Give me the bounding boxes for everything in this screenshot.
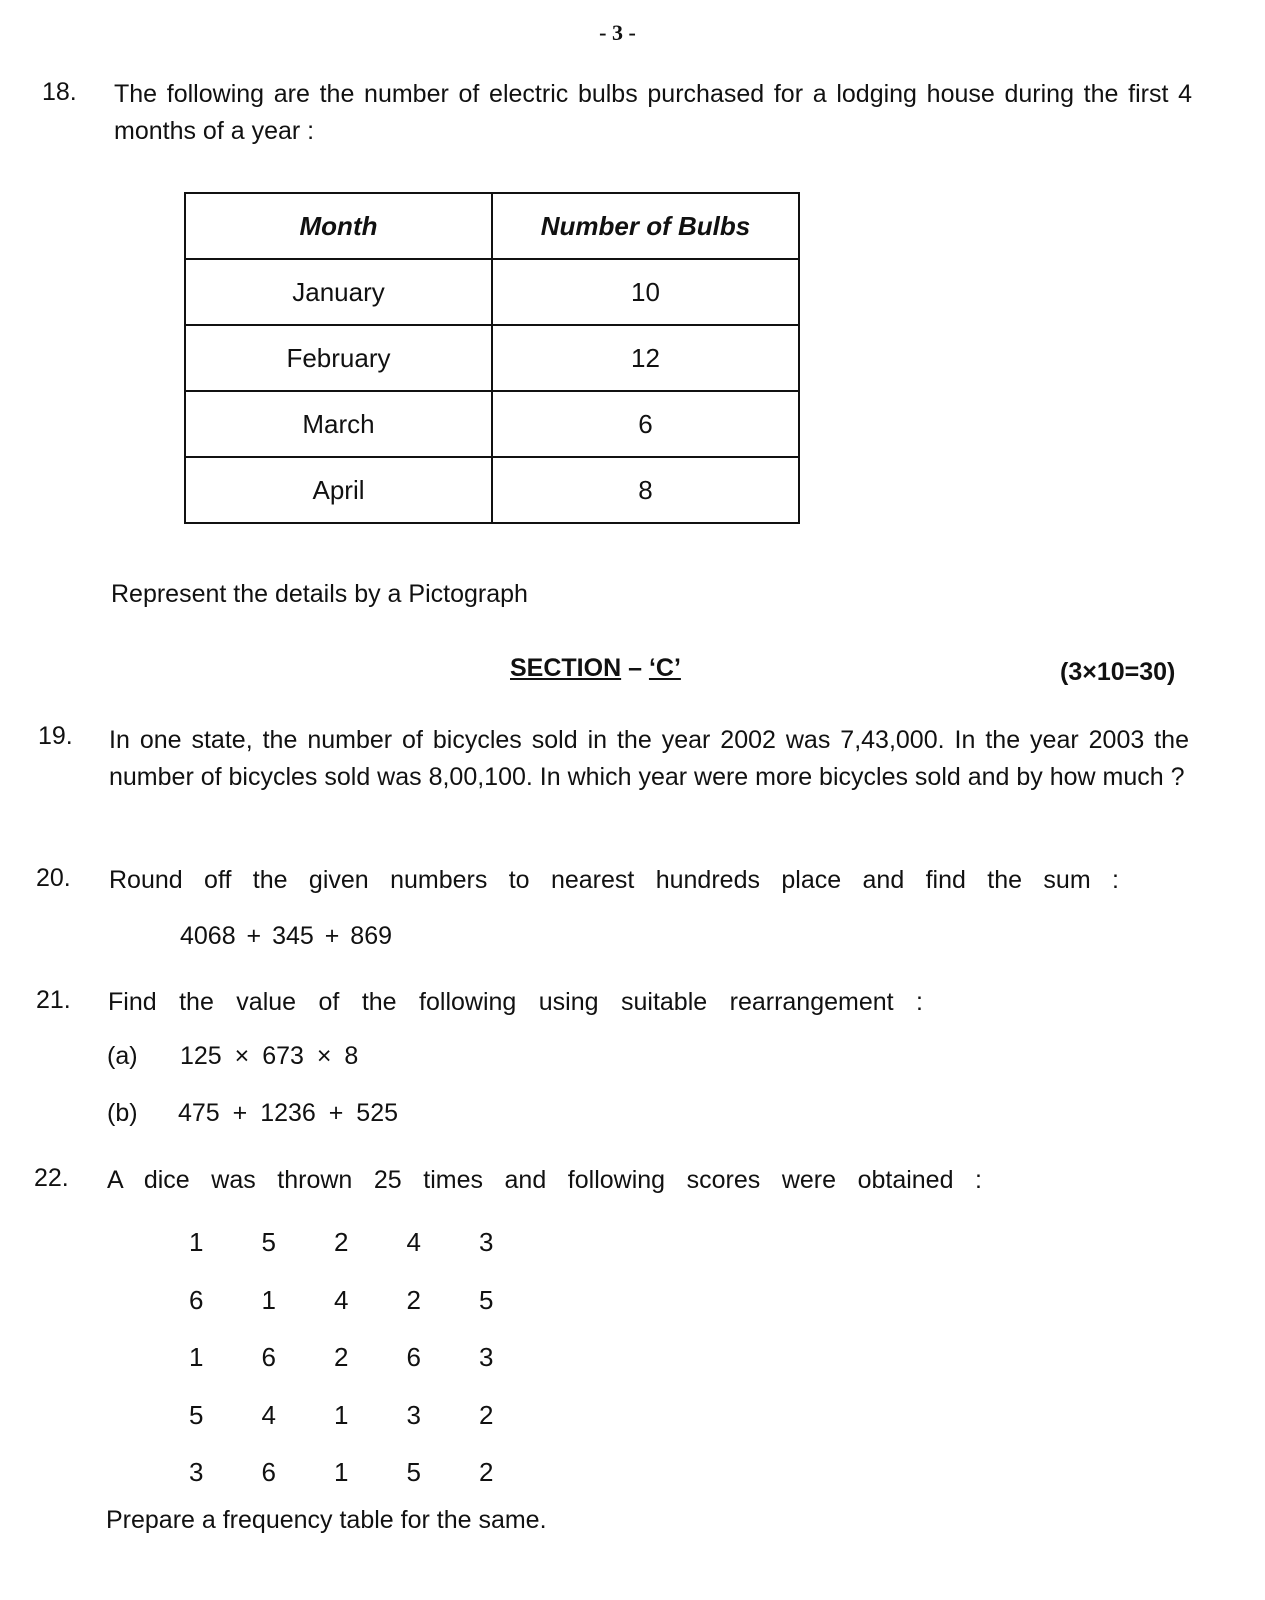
score-cell: 4 <box>334 1284 349 1315</box>
question-21a-expression: 125 × 673 × 8 <box>180 1042 359 1070</box>
table-cell-bulbs: 12 <box>492 325 799 391</box>
question-20-text: Round off the given numbers to nearest hundreds place and find the sum : <box>109 866 1119 894</box>
table-row <box>185 325 799 391</box>
question-18-text: The following are the number of electric bulbs purchased for a lodging house during the first 4 months of a year : <box>114 80 1192 145</box>
table-cell-month: February <box>185 325 492 391</box>
question-21b-label: (b) <box>107 1099 138 1127</box>
table-row <box>185 457 799 523</box>
score-cell: 2 <box>406 1284 421 1315</box>
dice-scores-grid <box>160 1214 523 1502</box>
score-cell: 2 <box>334 1227 349 1258</box>
table-row <box>185 259 799 325</box>
question-20-number: 20. <box>36 864 71 892</box>
table-cell-bulbs: 10 <box>492 259 799 325</box>
question-21-text: Find the value of the following using suitable rearrangement : <box>108 988 923 1016</box>
question-22-number: 22. <box>34 1164 69 1192</box>
table-cell-bulbs: 6 <box>492 391 799 457</box>
score-cell: 3 <box>479 1227 494 1258</box>
score-cell: 6 <box>406 1342 421 1373</box>
table-cell-month: April <box>185 457 492 523</box>
score-cell: 3 <box>189 1457 204 1488</box>
score-cell: 5 <box>189 1399 204 1430</box>
scores-row <box>160 1272 523 1330</box>
score-cell: 1 <box>261 1284 276 1315</box>
table-cell-bulbs: 8 <box>492 457 799 523</box>
score-cell: 1 <box>334 1457 349 1488</box>
question-19-text: In one state, the number of bicycles sold in the year 2002 was 7,43,000. In the year 2003 the number of bicycles sold was 8,00,100. In which year were more bicycles sold and by how much ? <box>109 726 1189 791</box>
score-cell: 1 <box>334 1399 349 1430</box>
score-cell: 6 <box>261 1342 276 1373</box>
bulbs-table <box>184 192 800 524</box>
question-20-expression: 4068 + 345 + 869 <box>180 922 393 950</box>
question-21a-label: (a) <box>107 1042 138 1070</box>
score-cell: 1 <box>189 1227 204 1258</box>
page-number: - 3 - <box>599 20 636 45</box>
question-19-number: 19. <box>38 722 73 750</box>
scores-row <box>160 1329 523 1387</box>
score-cell: 2 <box>479 1457 494 1488</box>
section-letter: ‘C’ <box>648 654 681 682</box>
score-cell: 3 <box>406 1399 421 1430</box>
score-cell: 5 <box>479 1284 494 1315</box>
section-marks: (3×10=30) <box>1060 658 1176 686</box>
score-cell: 2 <box>334 1342 349 1373</box>
table-header-row <box>185 193 799 259</box>
scores-row <box>160 1387 523 1445</box>
score-cell: 4 <box>261 1399 276 1430</box>
score-cell: 4 <box>406 1227 421 1258</box>
score-cell: 2 <box>479 1399 494 1430</box>
score-cell: 5 <box>261 1227 276 1258</box>
table-row <box>185 391 799 457</box>
table-cell-month: January <box>185 259 492 325</box>
question-22-instruction: Prepare a frequency table for the same. <box>106 1506 547 1534</box>
score-cell: 1 <box>189 1342 204 1373</box>
question-22-text: A dice was thrown 25 times and following scores were obtained : <box>107 1166 982 1194</box>
table-cell-month: March <box>185 391 492 457</box>
scores-row <box>160 1214 523 1272</box>
score-cell: 6 <box>189 1284 204 1315</box>
section-dash: – <box>628 654 642 682</box>
score-cell: 3 <box>479 1342 494 1373</box>
score-cell: 6 <box>261 1457 276 1488</box>
section-heading <box>510 654 681 683</box>
scores-row <box>160 1444 523 1502</box>
table-header-bulbs: Number of Bulbs <box>492 193 799 259</box>
question-21b-expression: 475 + 1236 + 525 <box>178 1099 399 1127</box>
question-18-instruction: Represent the details by a Pictograph <box>111 580 528 608</box>
score-cell: 5 <box>406 1457 421 1488</box>
section-title: SECTION <box>510 654 622 682</box>
question-21-number: 21. <box>36 986 71 1014</box>
table-header-month: Month <box>185 193 492 259</box>
question-18-number: 18. <box>42 78 77 106</box>
